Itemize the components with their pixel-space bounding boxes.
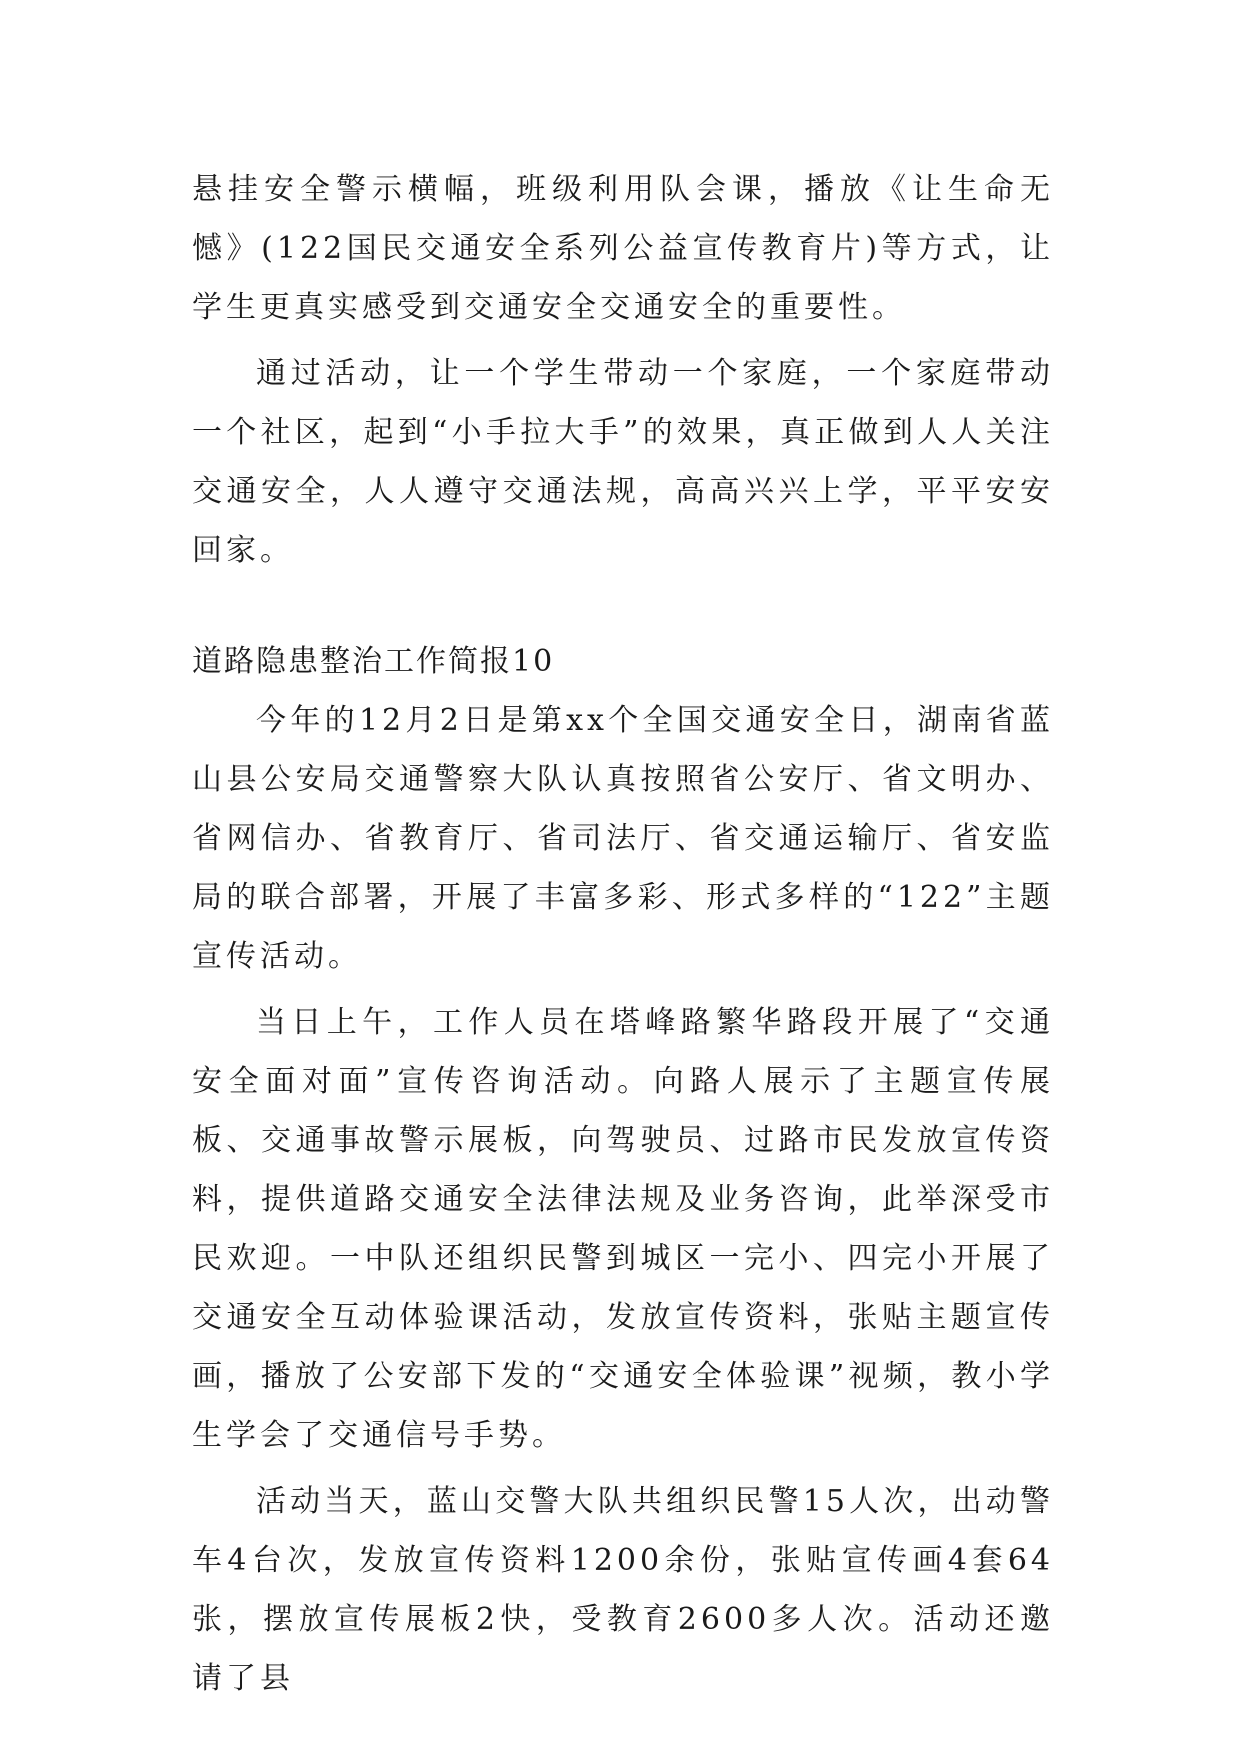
section-heading: 道路隐患整治工作简报10 xyxy=(192,644,555,679)
paragraph-safety-day: 今年的12月2日是第xx个全国交通安全日，湖南省蓝山县公安局交通警察大队认真按照省公安厅、省文明办、省网信办、省教育厅、省司法厅、省交通运输厅、省安监局的联合部署，开展了丰富多彩、形式多样的“122”主题宣传活动。 xyxy=(192,703,1054,974)
document-body xyxy=(192,160,1054,1708)
paragraph-banner-video: 悬挂安全警示横幅，班级利用队会课，播放《让生命无憾》(122国民交通安全系列公益宣传教育片)等方式，让学生更真实感受到交通安全交通安全的重要性。 xyxy=(192,172,1054,325)
paragraph-morning-event: 当日上午，工作人员在塔峰路繁华路段开展了“交通安全面对面”宣传咨询活动。向路人展示了主题宣传展板、交通事故警示展板，向驾驶员、过路市民发放宣传资料，提供道路交通安全法律法规及业务咨询，此举深受市民欢迎。一中队还组织民警到城区一完小、四完小开展了交通安全互动体验课活动，发放宣传资料，张贴主题宣传画，播放了公安部下发的“交通安全体验课”视频，教小学生学会了交通信号手势。 xyxy=(192,1005,1054,1453)
paragraph-activity-stats: 活动当天，蓝山交警大队共组织民警15人次，出动警车4台次，发放宣传资料1200余份，张贴宣传画4套64张，摆放宣传展板2快，受教育2600多人次。活动还邀请了县 xyxy=(192,1484,1054,1696)
paragraph-activity-goal: 通过活动，让一个学生带动一个家庭，一个家庭带动一个社区，起到“小手拉大手”的效果，真正做到人人关注交通安全，人人遵守交通法规，高高兴兴上学，平平安安回家。 xyxy=(192,356,1054,568)
